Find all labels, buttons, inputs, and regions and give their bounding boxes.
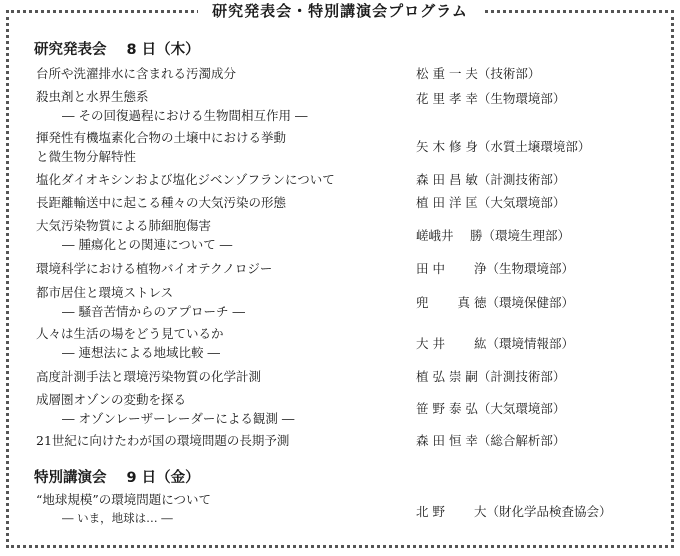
talk-title: 揮発性有機塩素化合物の土壌中における挙動 — [36, 130, 287, 145]
presenter: 森 田 昌 敏（計測技術部） — [416, 172, 566, 187]
presenter: 大 井 紘（環境情報部） — [416, 336, 574, 351]
program-item — [36, 431, 676, 450]
program-item — [36, 216, 676, 254]
program-item — [36, 64, 676, 83]
talk-title: 環境科学における植物バイオテクノロジー — [36, 261, 273, 276]
program-item — [36, 490, 676, 528]
program-item — [36, 128, 676, 166]
section-heading-special — [34, 466, 200, 487]
presenter: 植 弘 崇 嗣（計測技術部） — [416, 369, 566, 384]
program-item — [36, 193, 676, 212]
presenter: 松 重 一 夫（技術部） — [416, 66, 541, 81]
program-item — [36, 324, 676, 362]
talk-subtitle: ― オゾンレーザーレーダーによる観測 ― — [62, 411, 295, 426]
program-item — [36, 283, 676, 321]
talk-title: 高度計測手法と環境汚染物質の化学計測 — [36, 369, 262, 384]
talk-title: 塩化ダイオキシンおよび塩化ジベンゾフランについて — [36, 172, 335, 187]
program-item — [36, 259, 676, 278]
presenter: 田 中 浄（生物環境部） — [416, 261, 574, 276]
program-item — [36, 87, 676, 125]
talk-subtitle: と微生物分解特性 — [36, 149, 137, 164]
presenter: 花 里 孝 幸（生物環境部） — [416, 91, 566, 106]
presenter: 植 田 洋 匡（大気環境部） — [416, 195, 566, 210]
talk-title: 21世紀に向けたわが国の環境問題の長期予測 — [36, 433, 290, 448]
section-day: 9 日（金） — [126, 470, 200, 486]
section-title: 特別講演会 — [34, 470, 107, 486]
page-title: 研究発表会・特別講演会プログラム — [198, 0, 482, 22]
program-item — [36, 390, 676, 428]
talk-title: 都市居住と環境ストレス — [36, 285, 174, 300]
section-heading-research — [34, 38, 200, 59]
talk-subtitle: ― その回復過程における生物間相互作用 ― — [62, 108, 308, 123]
talk-title: 成層圏オゾンの変動を探る — [36, 392, 187, 407]
talk-subtitle: ― いま，地球は… ― — [62, 511, 173, 525]
talk-title: 人々は生活の場をどう見ているか — [36, 326, 224, 341]
talk-title: “地球規模”の環境問題について — [36, 492, 212, 507]
talk-title: 台所や洗濯排水に含まれる汚濁成分 — [36, 66, 237, 81]
talk-subtitle: ― 騒音苦情からのアプローチ ― — [62, 304, 245, 319]
presenter: 笹 野 泰 弘（大気環境部） — [416, 401, 566, 416]
talk-subtitle: ― 連想法による地域比較 ― — [62, 345, 220, 360]
program-item — [36, 170, 676, 189]
presenter: 矢 木 修 身（水質土壌環境部） — [416, 139, 591, 154]
presenter: 兜 真 徳（環境保健部） — [416, 295, 574, 310]
presenter: 嵯峨井 勝（環境生理部） — [416, 228, 570, 243]
talk-subtitle: ― 腫瘍化との関連について ― — [62, 237, 233, 252]
talk-title: 大気汚染物質による肺細胞傷害 — [36, 218, 212, 233]
presenter: 森 田 恒 幸（総合解析部） — [416, 433, 566, 448]
talk-title: 長距離輸送中に起こる種々の大気汚染の形態 — [36, 195, 287, 210]
presenter: 北 野 大（財化学品検査協会） — [416, 504, 612, 519]
section-title: 研究発表会 — [34, 42, 107, 58]
talk-title: 殺虫剤と水界生態系 — [36, 89, 149, 104]
section-day: 8 日（木） — [126, 42, 200, 58]
program-item — [36, 367, 676, 386]
